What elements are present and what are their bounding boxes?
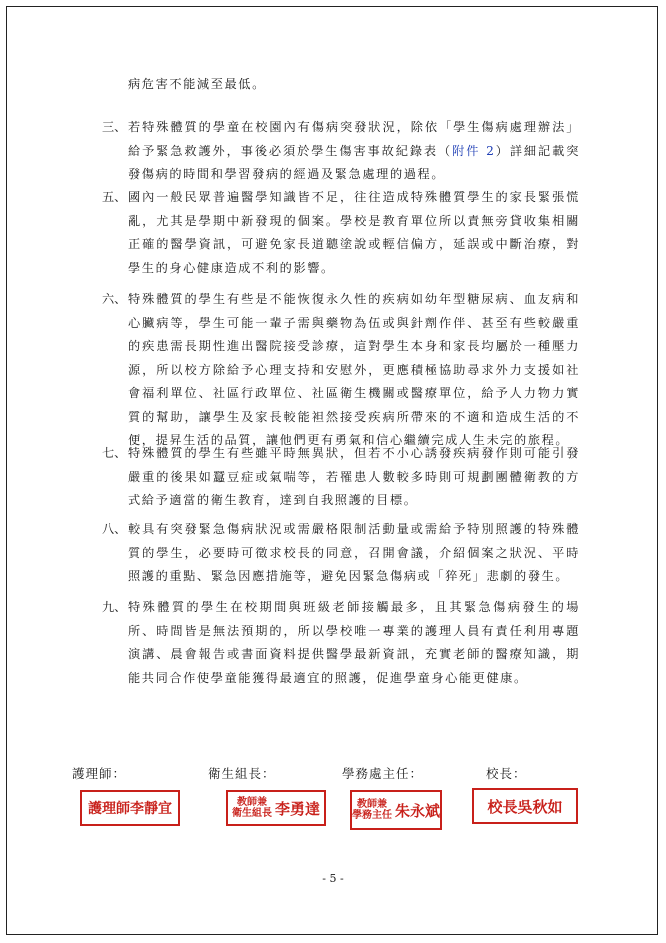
item-number: 五、 <box>102 190 127 204</box>
item-number: 七、 <box>102 446 127 460</box>
item-number: 三、 <box>102 120 127 134</box>
paragraph-item-6: 特殊體質的學生有些是不能恢復永久性的疾病如幼年型糖尿病、血友病和心臟病等，學生可能一輩子需與藥物為伍或與針劑作伴、甚至有些較嚴重的疾患需長期性進出醫院接受診療，這對學生本身和家長均屬於一種壓力源，所以校方除給予心理支持和安慰外，更應積極協助尋求外力支援如社會福利單位、社區行政單位、社區衛生機關或醫療單位，給予人力物力實質的幫助，讓學生及家長較能袒然接受疾病所帶來的不適和造成生活的不便，提昇生活的品質，讓他們更有勇氣和信心繼續完成人生未完的旅程。 <box>128 292 580 447</box>
paragraph-item-8: 較具有突發緊急傷病狀況或需嚴格限制活動量或需給予特別照護的特殊體質的學生，必要時可徵求校長的同意，召開會議，介紹個案之狀況、平時照護的重點、緊急因應措施等，避免因緊急傷病或「猝死」悲劇的發生。 <box>128 522 580 583</box>
seal-title-line: 教師兼 <box>357 799 387 810</box>
paragraph-item-3 <box>128 116 580 187</box>
health-section-chief-label: 衛生組長： <box>208 766 276 781</box>
health-chief-seal <box>226 790 326 826</box>
paragraph-item-9: 特殊體質的學生在校期間與班級老師接觸最多，且其緊急傷病發生的場所、時間皆是無法預期的，所以學校唯一專業的護理人員有責任利用專題演講、晨會報告或書面資料提供醫學最新資訊，充實老師的醫療知識，期能共同合作使學童能獲得最適宜的照護，促進學童身心能更健康。 <box>128 600 580 685</box>
attachment-link[interactable]: 附件 2 <box>452 143 496 158</box>
student-affairs-director-label: 學務處主任： <box>342 766 424 781</box>
principal-seal <box>472 788 578 824</box>
paragraph-item-5: 國內一般民眾普遍醫學知識皆不足，往往造成特殊體質學生的家長緊張慌亂，尤其是學期中新發現的個案。學校是教育單位所以責無旁貸收集相關正確的醫學資訊，可避免家長道聽塗說或輕信偏方，延誤或中斷治療，對學生的身心健康造成不利的影響。 <box>128 190 580 275</box>
seal-title-line: 學務主任 <box>352 810 392 821</box>
seal-text: 李勇達 <box>274 799 320 818</box>
nurse-label: 護理師： <box>72 766 127 781</box>
seal-text: 校長吳秋如 <box>487 797 563 816</box>
paragraph-item-7: 特殊體質的學生有些雖平時無異狀，但若不小心誘發疾病發作則可能引發嚴重的後果如蠶豆症或氣喘等，若罹患人數較多時則可規劃團體衛教的方式給予適當的衛生教育，達到自我照護的目標。 <box>128 446 580 507</box>
seal-text: 護理師李靜宜 <box>88 801 172 817</box>
seal-title-line: 衛生組長 <box>231 808 272 819</box>
seal-title <box>352 799 392 821</box>
paragraph-text: ）詳細記載突發傷病的時間和學習發病的經過及緊急處理的過程。 <box>128 143 580 181</box>
item-number: 八、 <box>102 522 127 536</box>
continuation-text: 病危害不能減至最低。 <box>128 77 266 91</box>
nurse-seal <box>80 790 180 826</box>
director-seal <box>350 790 442 830</box>
paragraph-text: 若特殊體質的學童在校園內有傷病突發狀況，除依「學生傷病處理辦法」給予緊急救護外，事後必須於學生傷害事故紀錄表（ <box>128 120 580 158</box>
item-number: 九、 <box>102 600 127 614</box>
principal-label: 校長： <box>486 766 527 781</box>
seal-title <box>232 797 272 819</box>
seal-title-line: 教師兼 <box>236 797 267 808</box>
seal-text: 朱永斌 <box>395 801 441 820</box>
page-number: - 5 - <box>322 872 344 885</box>
item-number: 六、 <box>102 292 127 306</box>
